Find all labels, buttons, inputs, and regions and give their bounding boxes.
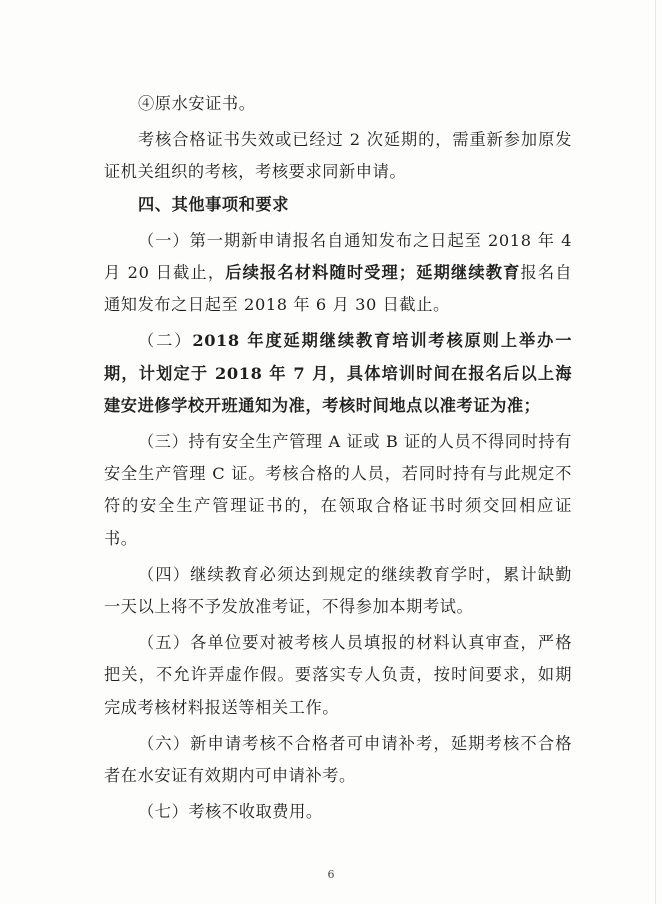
clause-1-text-c: 报名自通知发布之日起至 2018 年 6 月 30 日截止。 [104, 263, 572, 315]
document-body [104, 88, 572, 828]
clause-5-text: （五）各单位要对被考核人员填报的材料认真审查，严格把关，不允许弄虚作假。要落实专人负责，按时间要求，如期完成考核材料报送等相关工作。 [104, 633, 572, 717]
clause-4-text: （四）继续教育必须达到规定的继续教育学时，累计缺勤一天以上将不予发放准考证，不得参加本期考试。 [104, 564, 572, 617]
clause-2-training-schedule [104, 325, 572, 422]
clause-3-certificate-rules [104, 426, 572, 555]
paragraph-expired-certificate [104, 124, 572, 188]
section-heading-text: 四、其他事项和要求 [138, 194, 290, 214]
section-heading-other-matters [104, 189, 572, 221]
clause-3-text: （三）持有安全生产管理 A 证或 B 证的人员不得同时持有安全生产管理 C 证。考核合格的人员，若同时持有与此规定不符的安全生产管理证书的，在领取合格证书时须交回相应证书。 [104, 432, 572, 548]
original-certificate-text: ④原水安证书。 [138, 94, 256, 113]
item-original-certificate [104, 88, 572, 120]
clause-5-material-review [104, 627, 572, 724]
clause-7-no-fee [104, 796, 572, 828]
clause-1-registration-deadline [104, 225, 572, 322]
clause-2-bold-text: 2018 年度延期继续教育培训考核原则上举办一期，计划定于 2018 年 7 月，具体培训时间在报名后以上海建安进修学校开班通知为准，考核时间地点以准考证为准； [104, 331, 572, 415]
scan-edge-line [655, 0, 656, 904]
clause-2-number: （二） [138, 331, 193, 351]
clause-6-makeup-exam [104, 728, 572, 792]
clause-6-text: （六）新申请考核不合格者可申请补考，延期考核不合格者在水安证有效期内可申请补考。 [104, 733, 572, 786]
page-number: 6 [327, 868, 335, 881]
clause-4-attendance [104, 559, 572, 623]
expired-certificate-text: 考核合格证书失效或已经过 2 次延期的，需重新参加原发证机关组织的考核，考核要求同新申请。 [104, 130, 572, 182]
clause-7-text: （七）考核不收取费用。 [138, 802, 323, 822]
clause-1-text-a: （一）第一期新申请报名自通知发布之日起至 2018 年 4 月 20 日截止， [104, 230, 572, 283]
clause-1-bold-text: 后续报名材料随时受理；延期继续教育 [225, 263, 521, 283]
